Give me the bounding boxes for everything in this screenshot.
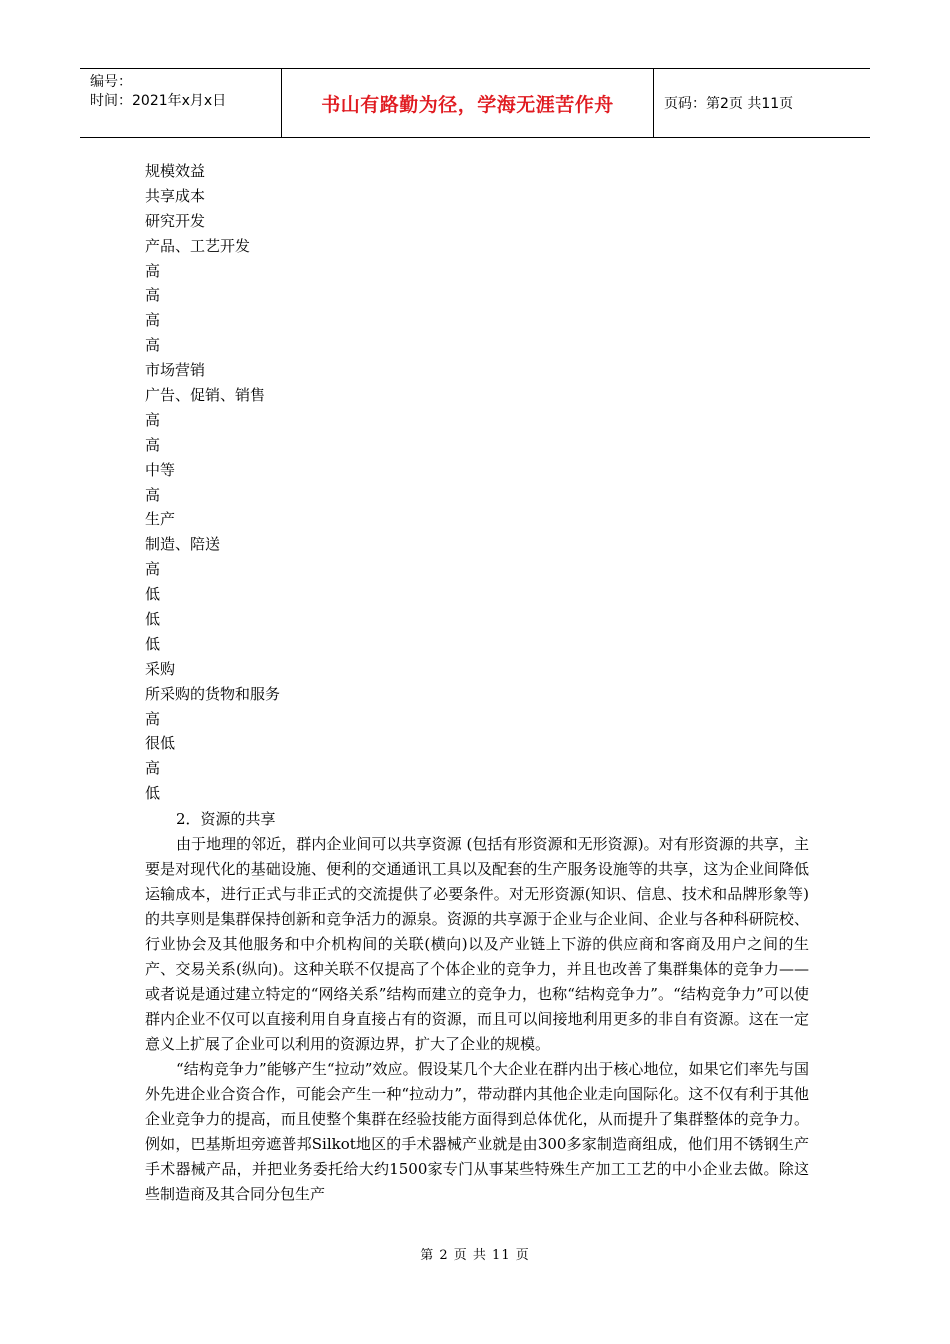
document-body [145,159,809,1207]
body-paragraph: “结构竞争力”能够产生“拉动”效应。假设某几个大企业在群内出于核心地位，如果它们率先与国外先进企业合资合作，可能会产生一种“拉动力”，带动群内其他企业走向国际化。这不仅有利于其他企业竞争力的提高，而且使整个集群在经验技能方面得到总体优化，从而提升了集群整体的竞争力。例如，巴基斯坦旁遮普邦Silkot地区的手术器械产业就是由300多家制造商组成，他们用不锈钢生产手术器械产品，并把业务委托给大约1500家专门从事某些特殊生产加工工艺的中小企业去做。除这些制造商及其合同分包生产 [145,1060,809,1204]
list-item: 市场营销 [145,361,206,380]
list-item: 广告、促销、销售 [145,386,266,405]
header-motto: 书山有路勤为径，学海无涯苦作舟 [282,69,654,137]
section-title: 2．资源的共享 [176,810,276,829]
list-item: 低 [145,585,161,604]
list-item: 产品、工艺开发 [145,236,251,255]
number-label: 编号： [90,74,132,90]
list-item: 高 [145,336,161,355]
list-item: 低 [145,784,161,803]
list-item: 高 [145,286,161,305]
list-item: 很低 [145,734,176,753]
list-item: 生产 [145,510,176,529]
page-footer: 第 2 页 共 11 页 [420,1248,530,1263]
list-item: 高 [145,709,161,728]
list-item: 研究开发 [145,211,206,230]
list-item: 制造、陪送 [145,535,221,554]
list-item: 采购 [145,659,176,678]
date-label: 时间：2021年x月x日 [90,93,227,109]
body-paragraph: 由于地理的邻近，群内企业间可以共享资源 (包括有形资源和无形资源)。对有形资源的共享，主要是对现代化的基础设施、便利的交通通讯工具以及配套的生产服务设施等的共享，这为企业间降低运输成本，进行正式与非正式的交流提供了必要条件。对无形资源(知识、信息、技术和品牌形象等)的共享则是集群保持创新和竞争活力的源泉。资源的共享源于企业与企业间、企业与各种科研院校、行业协会及其他服务和中介机构间的关联(横向)以及产业链上下游的供应商和客商及用户之间的生产、交易关系(纵向)。这种关联不仅提高了个体企业的竞争力，并且也改善了集群集体的竞争力——或者说是通过建立特定的“网络关系”结构而建立的竞争力，也称“结构竞争力”。“结构竞争力”可以使群内企业不仅可以直接利用自身直接占有的资源，而且可以间接地利用更多的非自有资源。这在一定意义上扩展了企业可以利用的资源边界，扩大了企业的规模。 [145,835,809,1054]
list-item: 高 [145,560,161,579]
list-item: 高 [145,261,161,280]
list-item: 高 [145,759,161,778]
list-item: 高 [145,485,161,504]
list-item: 高 [145,311,161,330]
list-item: 所采购的货物和服务 [145,684,281,703]
value-chain-list [145,159,809,806]
list-item: 低 [145,634,161,653]
list-item: 高 [145,410,161,429]
list-item: 共享成本 [145,186,206,205]
page-header [80,68,870,138]
list-item: 高 [145,435,161,454]
list-item: 中等 [145,460,176,479]
list-item: 规模效益 [145,162,206,180]
page-number-label: 页码：第2页 共11页 [664,96,794,112]
list-item: 低 [145,610,161,629]
header-meta [80,69,282,137]
